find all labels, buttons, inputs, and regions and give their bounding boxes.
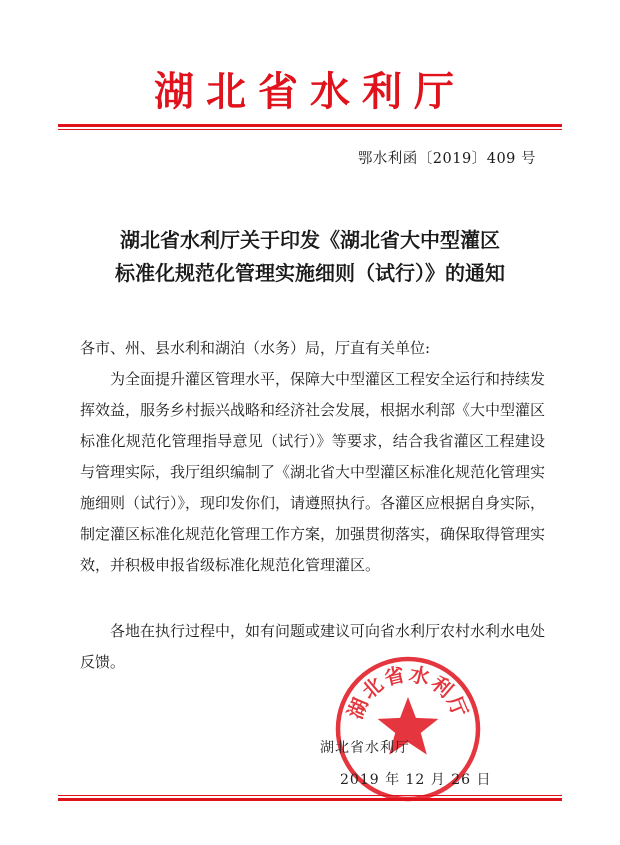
header-divider-top bbox=[58, 124, 562, 127]
seal-text: 湖北省水利厅 bbox=[342, 661, 474, 723]
document-title bbox=[60, 224, 560, 290]
paragraph-text: 为全面提升灌区管理水平，保障大中型灌区工程安全运行和持续发挥效益，服务乡村振兴战略和经济社会发展，根据水利部《大中型灌区标准化规范化管理指导意见（试行）》等要求，结合我省灌区工程建设与管理实际，我厅组织编制了《湖北省大中型灌区标准化规范化管理实施细则（试行）》，现印发你们，请遵照执行。各灌区应根据自身实际，制定灌区标准化规范化管理工作方案，加强贯彻落实，确保取得管理实效，并积极申报省级标准化规范化管理灌区。 bbox=[80, 370, 546, 574]
paragraph-text: 各地在执行过程中，如有问题或建议可向省水利厅农村水利水电处反馈。 bbox=[80, 622, 546, 671]
signature-organization: 湖北省水利厅 bbox=[320, 740, 410, 756]
signature-date: 2019 年 12 月 26 日 bbox=[340, 772, 492, 788]
footer-divider-bottom bbox=[58, 798, 562, 801]
letterhead: 湖北省水利厅 bbox=[154, 68, 466, 115]
greeting bbox=[80, 333, 545, 364]
document-number: 鄂水利函〔2019〕409 号 bbox=[357, 151, 536, 167]
footer-divider-top bbox=[58, 795, 562, 796]
title-line-1: 湖北省水利厅关于印发《湖北省大中型灌区 bbox=[120, 228, 500, 252]
header-divider-bottom bbox=[58, 129, 562, 130]
body-paragraph-1 bbox=[80, 364, 545, 581]
greeting-text: 各市、州、县水利和湖泊（水务）局，厅直有关单位: bbox=[80, 339, 431, 357]
title-line-2: 标准化规范化管理实施细则（试行）》的通知 bbox=[115, 261, 505, 285]
